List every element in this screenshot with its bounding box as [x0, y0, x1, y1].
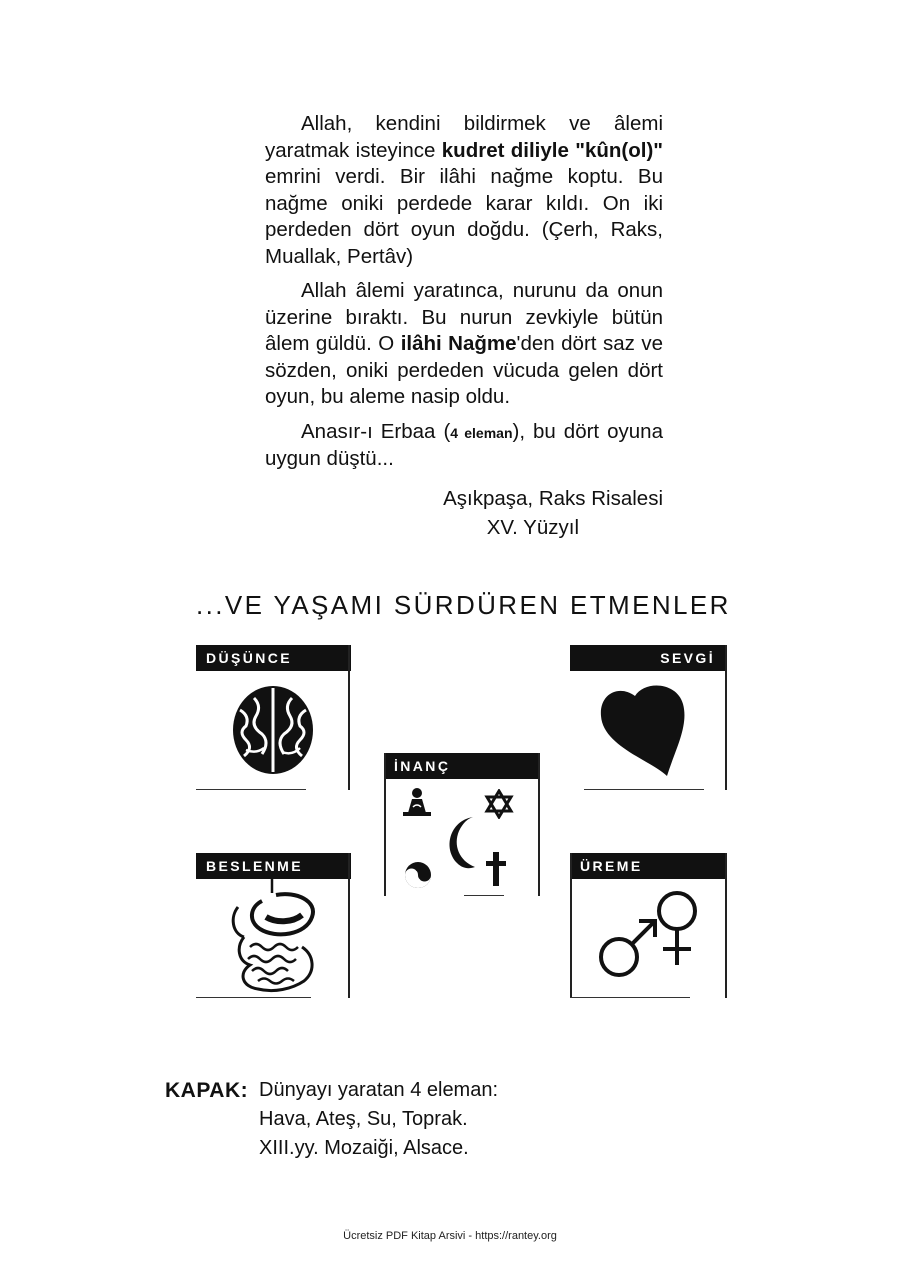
quote-text: ), bu dört oyuna uygun düştü... [265, 419, 663, 470]
cover-note [165, 1076, 499, 1159]
box-right-border [348, 645, 350, 790]
cover-note-line-2: Hava, Ateş, Su, Toprak. [259, 1108, 468, 1130]
brain-icon [226, 680, 321, 780]
box-bottom-border [196, 789, 306, 790]
box-bottom-border [464, 895, 504, 896]
cover-note-lines [259, 1076, 498, 1163]
attribution-source: Aşıkpaşa, Raks Risalesi [443, 487, 663, 510]
quote-paragraph-3 [265, 419, 663, 473]
quote-emphasis: kudret diliyle [441, 138, 569, 162]
box-ureme [570, 853, 728, 998]
cross-icon [484, 851, 508, 887]
buddha-icon [402, 785, 432, 817]
gender-symbols-icon [595, 887, 705, 983]
box-label: DÜŞÜNCE [196, 645, 351, 671]
box-right-border [725, 853, 727, 998]
box-beslenme [196, 853, 351, 998]
box-left-border [570, 853, 572, 998]
quote-emphasis: "kûn(ol)" [575, 138, 663, 162]
quote-paragraph-1 [265, 111, 663, 270]
box-right-border [725, 645, 727, 790]
quote-emphasis: ilâhi Nağme [400, 332, 517, 355]
cover-note-label: KAPAK: [165, 1079, 249, 1102]
digestive-system-icon [226, 877, 326, 995]
box-bottom-border [196, 997, 311, 998]
box-left-border [384, 753, 386, 896]
quote-text: Allah, kendini bildirmek ve âlemi yaratmak isteyince [265, 112, 663, 162]
heart-icon [595, 680, 695, 780]
box-right-border [538, 753, 540, 896]
yin-yang-icon [404, 861, 432, 889]
quote-paragraph-2 [265, 278, 663, 411]
cover-note-line-1: Dünyayı yaratan 4 eleman: [259, 1079, 499, 1101]
quote-text: 'den dört saz ve sözden, oniki perdeden vücuda gelen dört oyun, bu aleme nasip oldu. [265, 332, 663, 408]
footer-credit: Ücretsiz PDF Kitap Arsivi - https://rantey.org [343, 1230, 557, 1242]
box-label: İNANÇ [384, 753, 539, 779]
cover-note-line-3: XIII.yy. Mozaiği, Alsace. [259, 1137, 469, 1159]
box-label: SEVGİ [570, 645, 725, 671]
box-sevgi [570, 645, 728, 790]
attribution-century: XV. Yüzyıl [486, 516, 579, 539]
section-title: ...VE YAŞAMI SÜRDÜREN ETMENLER [196, 590, 731, 620]
box-label: ÜREME [570, 853, 725, 879]
crescent-icon [439, 813, 479, 871]
quote-block [265, 111, 663, 475]
quote-text: Allah âlemi yaratınca, nurunu da onun üzerine bıraktı. Bu nurun zevkiyle bütün âlem güldü. O [265, 279, 663, 355]
quote-text: Anasır-ı Erbaa ( [301, 419, 451, 443]
star-of-david-icon [484, 789, 514, 819]
box-bottom-border [584, 789, 704, 790]
quote-text: emrini verdi. Bir ilâhi nağme koptu. Bu nağme oniki perdede karar kıldı. On iki perdeden dört oyun doğdu. (Çerh, Raks, Muallak, Pertâv) [265, 165, 663, 268]
box-right-border [348, 853, 350, 998]
box-inanc [384, 753, 541, 896]
box-label: BESLENME [196, 853, 351, 879]
box-dusunce [196, 645, 351, 790]
box-bottom-border [570, 997, 690, 998]
quote-small-note: 4 eleman [450, 424, 513, 441]
